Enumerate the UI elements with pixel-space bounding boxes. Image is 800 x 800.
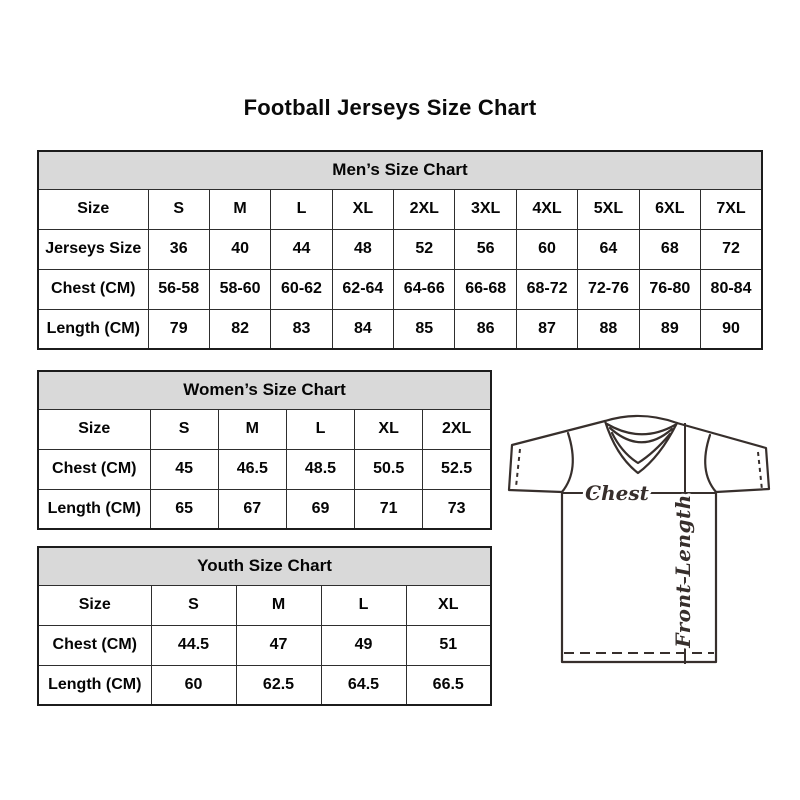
size-cell: 64-66 bbox=[394, 269, 455, 309]
size-cell: 71 bbox=[355, 489, 423, 529]
size-cell: 80-84 bbox=[701, 269, 762, 309]
size-cell: 56 bbox=[455, 229, 516, 269]
size-cell: 40 bbox=[209, 229, 270, 269]
size-cell: 85 bbox=[394, 309, 455, 349]
size-cell: S bbox=[148, 189, 209, 229]
row-header: Chest (CM) bbox=[38, 625, 151, 665]
size-cell: 62-64 bbox=[332, 269, 393, 309]
size-cell: 69 bbox=[286, 489, 354, 529]
size-cell: XL bbox=[332, 189, 393, 229]
table-caption-row bbox=[38, 371, 491, 409]
size-cell: L bbox=[286, 409, 354, 449]
size-cell: 44 bbox=[271, 229, 332, 269]
row-header: Chest (CM) bbox=[38, 269, 148, 309]
row-header: Size bbox=[38, 409, 150, 449]
size-cell: 89 bbox=[639, 309, 700, 349]
row-header: Size bbox=[38, 585, 151, 625]
size-cell: 82 bbox=[209, 309, 270, 349]
size-cell: 48 bbox=[332, 229, 393, 269]
size-cell: 60 bbox=[516, 229, 577, 269]
size-cell: M bbox=[209, 189, 270, 229]
size-cell: M bbox=[236, 585, 321, 625]
size-cell: S bbox=[151, 585, 236, 625]
row-header: Length (CM) bbox=[38, 489, 150, 529]
size-cell: 51 bbox=[406, 625, 491, 665]
left-sleeve-seam bbox=[562, 433, 573, 492]
size-cell: 64.5 bbox=[321, 665, 406, 705]
size-cell: L bbox=[271, 189, 332, 229]
table-row bbox=[38, 585, 491, 625]
size-cell: 44.5 bbox=[151, 625, 236, 665]
jersey-measurement-diagram bbox=[497, 396, 783, 682]
size-cell: 79 bbox=[148, 309, 209, 349]
row-header: Length (CM) bbox=[38, 309, 148, 349]
table-row bbox=[38, 625, 491, 665]
size-cell: L bbox=[321, 585, 406, 625]
size-cell: 5XL bbox=[578, 189, 639, 229]
table-row bbox=[38, 189, 762, 229]
jersey-outline bbox=[509, 421, 769, 662]
size-cell: 65 bbox=[150, 489, 218, 529]
youth-size-table bbox=[37, 546, 492, 706]
table-title: Women’s Size Chart bbox=[38, 371, 491, 409]
table-row bbox=[38, 665, 491, 705]
size-cell: 60-62 bbox=[271, 269, 332, 309]
size-cell: 47 bbox=[236, 625, 321, 665]
size-cell: 64 bbox=[578, 229, 639, 269]
row-header: Size bbox=[38, 189, 148, 229]
size-cell: 67 bbox=[218, 489, 286, 529]
size-cell: 4XL bbox=[516, 189, 577, 229]
size-cell: 76-80 bbox=[639, 269, 700, 309]
size-cell: 36 bbox=[148, 229, 209, 269]
size-cell: 68 bbox=[639, 229, 700, 269]
size-cell: 3XL bbox=[455, 189, 516, 229]
size-cell: 50.5 bbox=[355, 449, 423, 489]
size-cell: 58-60 bbox=[209, 269, 270, 309]
row-header: Length (CM) bbox=[38, 665, 151, 705]
row-header: Chest (CM) bbox=[38, 449, 150, 489]
size-cell: 68-72 bbox=[516, 269, 577, 309]
size-cell: 60 bbox=[151, 665, 236, 705]
size-cell: 46.5 bbox=[218, 449, 286, 489]
size-cell: XL bbox=[355, 409, 423, 449]
size-cell: 88 bbox=[578, 309, 639, 349]
front-length-label: Front Length bbox=[671, 494, 695, 648]
size-cell: XL bbox=[406, 585, 491, 625]
left-cuff-dashed-line bbox=[516, 449, 520, 487]
chest-label: Chest bbox=[585, 481, 649, 505]
table-row bbox=[38, 229, 762, 269]
table-row bbox=[38, 489, 491, 529]
table-row bbox=[38, 409, 491, 449]
table-caption-row bbox=[38, 151, 762, 189]
size-cell: 7XL bbox=[701, 189, 762, 229]
size-cell: 90 bbox=[701, 309, 762, 349]
page-title: Football Jerseys Size Chart bbox=[243, 95, 537, 120]
table-title: Youth Size Chart bbox=[38, 547, 491, 585]
mens-size-table bbox=[37, 150, 763, 350]
size-cell: 52.5 bbox=[423, 449, 491, 489]
size-cell: 45 bbox=[150, 449, 218, 489]
size-cell: 2XL bbox=[394, 189, 455, 229]
collar-top-curve bbox=[605, 416, 677, 423]
table-row bbox=[38, 309, 762, 349]
right-cuff-dashed-line bbox=[758, 452, 762, 490]
size-cell: 72-76 bbox=[578, 269, 639, 309]
size-cell: 87 bbox=[516, 309, 577, 349]
size-cell: 2XL bbox=[423, 409, 491, 449]
table-row bbox=[38, 449, 491, 489]
size-cell: 83 bbox=[271, 309, 332, 349]
womens-size-table bbox=[37, 370, 492, 530]
size-cell: 66-68 bbox=[455, 269, 516, 309]
row-header: Jerseys Size bbox=[38, 229, 148, 269]
size-cell: M bbox=[218, 409, 286, 449]
size-cell: S bbox=[150, 409, 218, 449]
table-caption-row bbox=[38, 547, 491, 585]
size-cell: 62.5 bbox=[236, 665, 321, 705]
right-sleeve-seam bbox=[705, 435, 716, 492]
size-cell: 73 bbox=[423, 489, 491, 529]
size-cell: 48.5 bbox=[286, 449, 354, 489]
size-cell: 66.5 bbox=[406, 665, 491, 705]
size-cell: 86 bbox=[455, 309, 516, 349]
size-cell: 49 bbox=[321, 625, 406, 665]
size-cell: 72 bbox=[701, 229, 762, 269]
size-cell: 52 bbox=[394, 229, 455, 269]
size-cell: 84 bbox=[332, 309, 393, 349]
size-cell: 6XL bbox=[639, 189, 700, 229]
size-cell: 56-58 bbox=[148, 269, 209, 309]
table-title: Men’s Size Chart bbox=[38, 151, 762, 189]
table-row bbox=[38, 269, 762, 309]
